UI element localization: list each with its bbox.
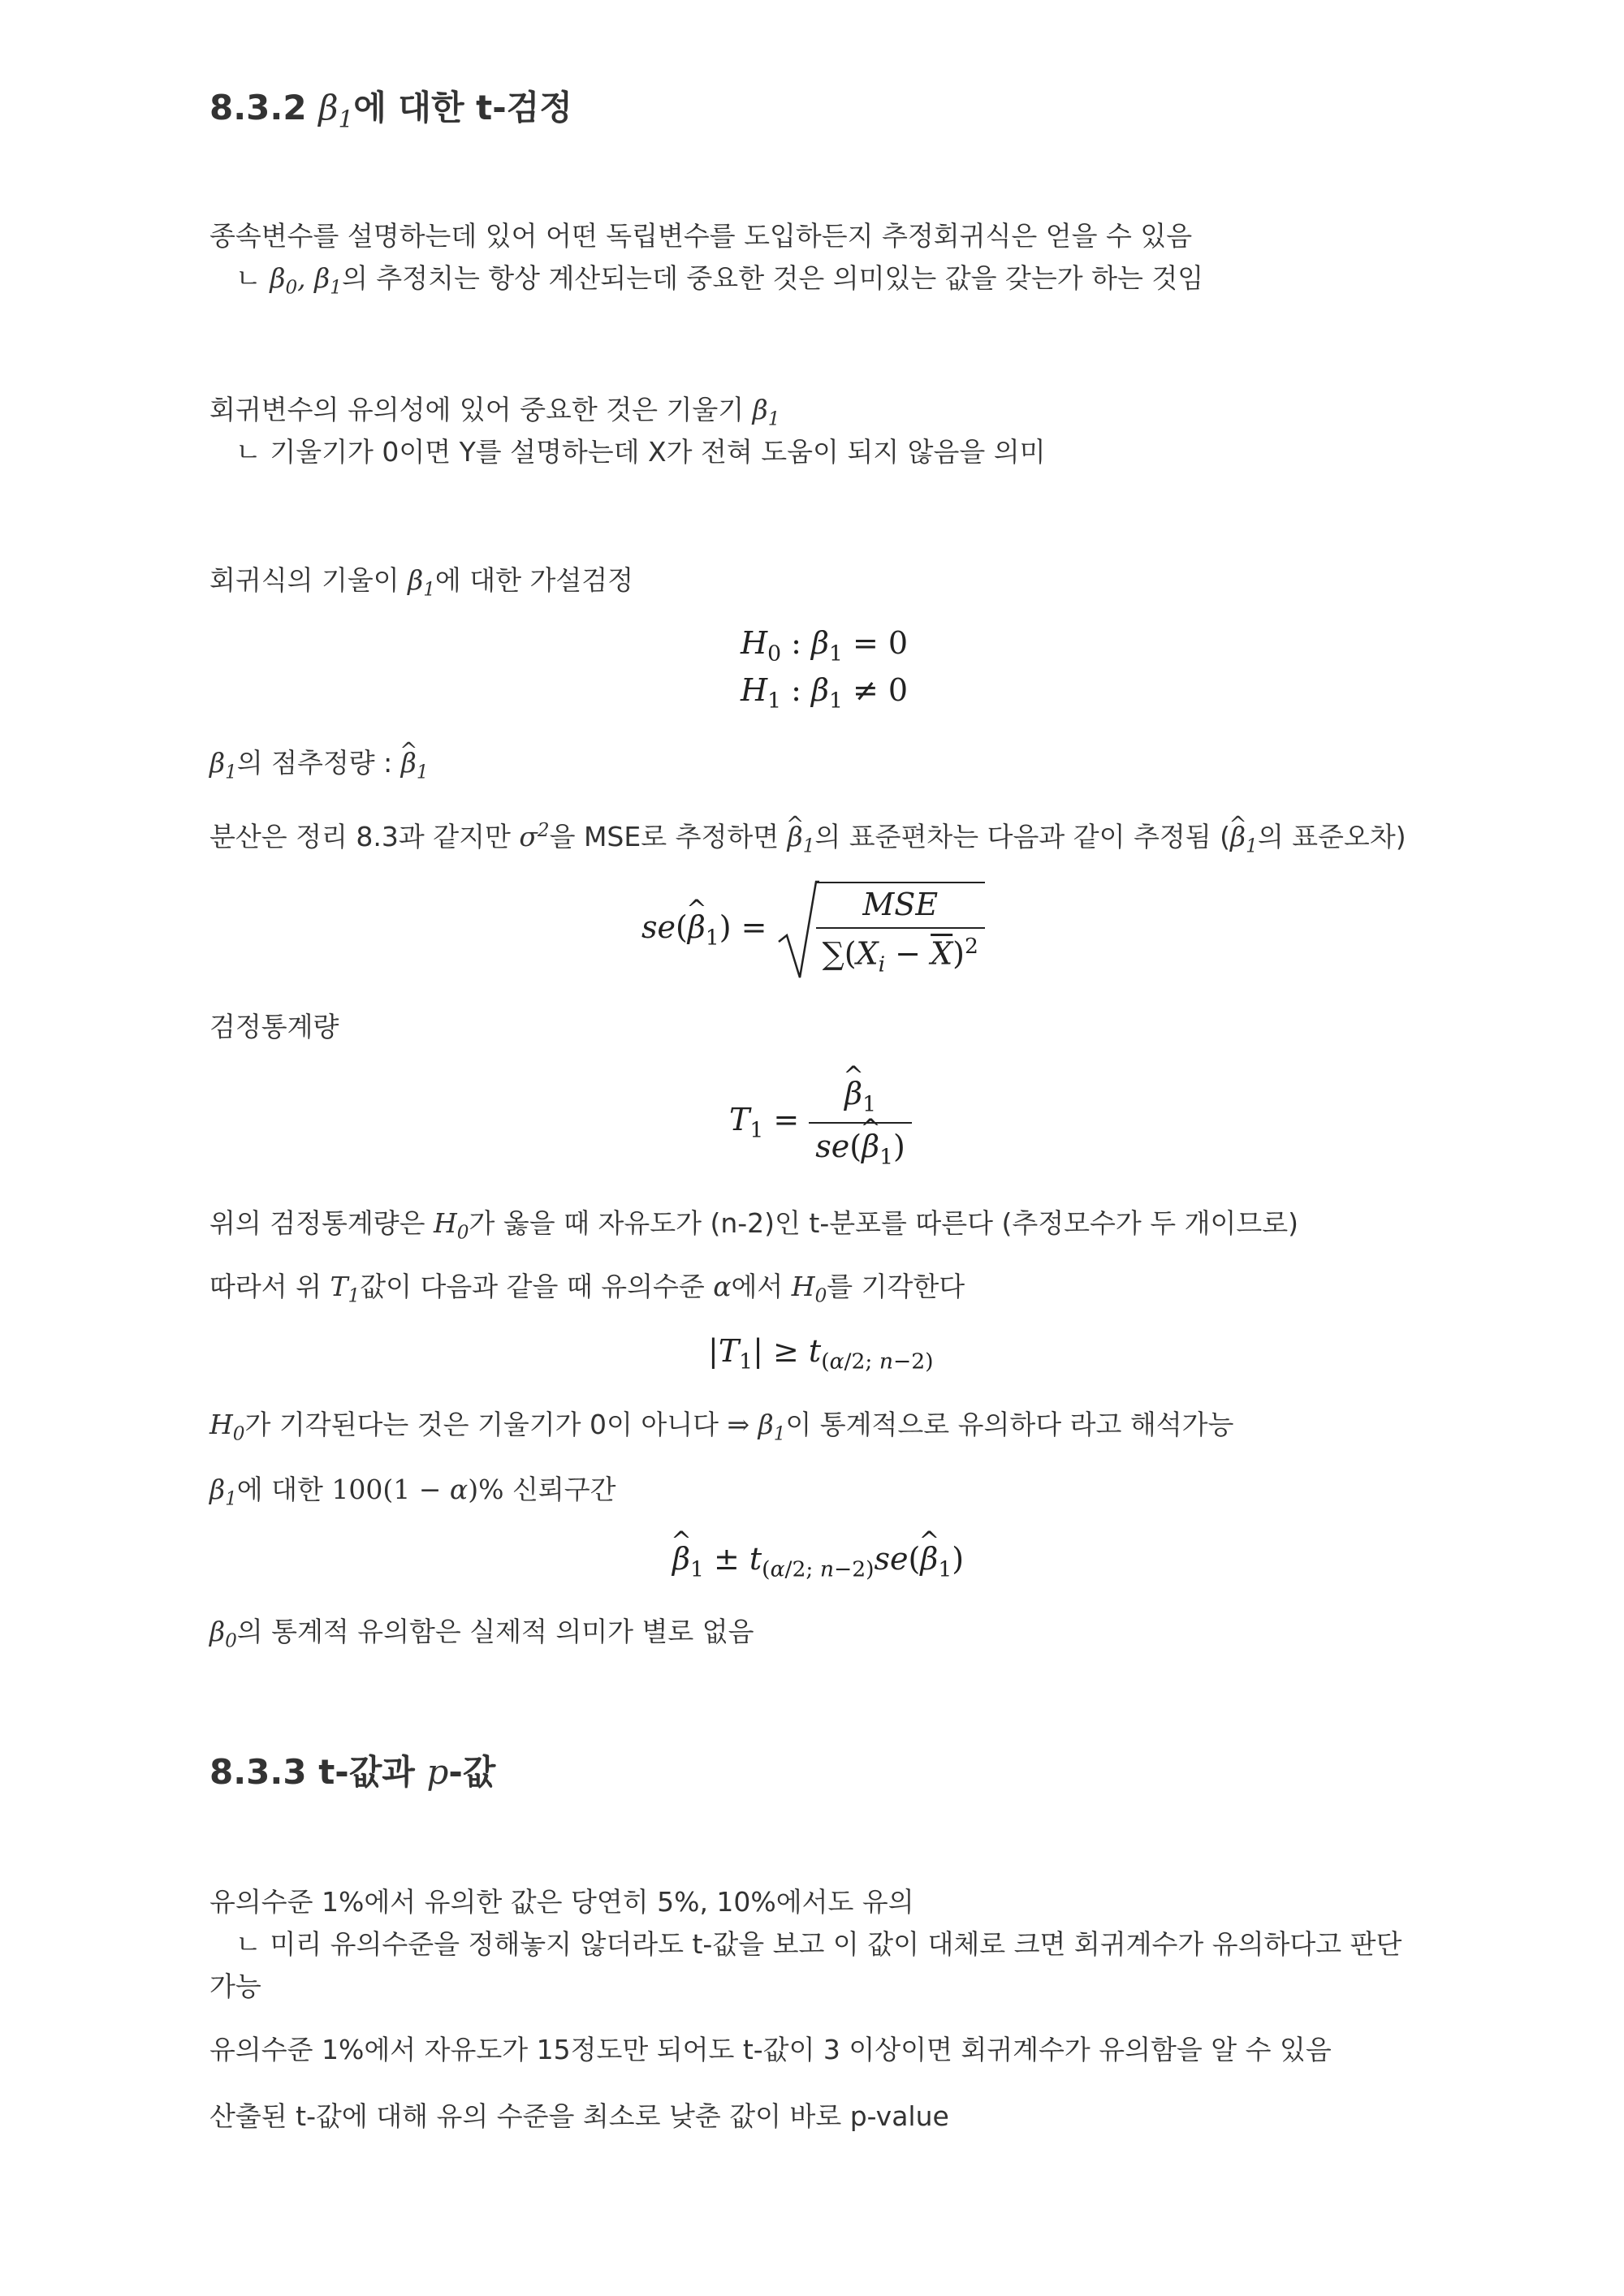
rejection-line: 따라서 위 $T_1$값이 다음과 같을 때 유의수준 α에서 $H_0$를 기각한다 bbox=[209, 1271, 965, 1307]
rejection-region-formula: $|T_1| \ge t_{(\alpha/2; n-2)}$ bbox=[708, 1333, 934, 1375]
null-hypothesis-equation: $H_0$ : $\beta_1 = 0$ bbox=[741, 625, 909, 667]
intro-line-1: 종속변수를 설명하는데 있어 어떤 독립변수를 도입하든지 추정회귀식은 얻을 수 있음 bbox=[209, 220, 1193, 252]
hypothesis-intro: 회귀식의 기울이 $\beta_1$에 대한 가설검정 bbox=[209, 564, 634, 601]
point-estimator-line: $\beta_1$의 점추정량 : ^ $\beta_1$ bbox=[209, 743, 429, 793]
beta1-symbol: $\beta_1$ bbox=[318, 88, 354, 133]
slope-line-2: ㄴ 기울기가 0이면 Y를 설명하는데 X가 전혀 도움이 되지 않음을 의미 bbox=[235, 436, 1046, 468]
beta1-symbol: $\beta_1$ bbox=[752, 394, 780, 430]
heading-number: 8.3.2 bbox=[209, 88, 307, 127]
confidence-interval-label: $\beta_1$에 대한 100(1 − α)% 신뢰구간 bbox=[209, 1474, 616, 1510]
distribution-line: 위의 검정통계량은 $H_0$가 옳을 때 자유도가 (n-2)인 t-분포를 따른다 (추정모수가 두 개이므로) bbox=[209, 1207, 1299, 1244]
variance-line: 분산은 정리 8.3과 같지만 $\sigma^2$을 MSE로 추정하면 ^ $\beta_1$의 표준편차는 다음과 같이 추정됨 (^ $\beta_1$의 표준오차) bbox=[209, 810, 1406, 867]
intro-line-2: ㄴ $\beta_0$, $\beta_1$의 추정치는 항상 계산되는데 중요한 것은 의미있는 값을 갖는가 하는 것임 bbox=[235, 262, 1204, 299]
tvalue-line-2: ㄴ 미리 유의수준을 정해놓지 않더라도 t-값을 보고 이 값이 대체로 크면 회귀계수가 유의하다고 판단 bbox=[235, 1928, 1402, 1960]
section-heading-8-3-2 bbox=[209, 81, 572, 132]
test-statistic-label: 검정통계량 bbox=[209, 1011, 339, 1042]
test-statistic-formula: $T_1$ = ^ $\frac{\beta_1}{se(\^{} \beta_1)}$ bbox=[729, 1076, 912, 1169]
beta0-beta1-symbol: $\beta_0$, $\beta_1$ bbox=[270, 262, 342, 299]
tvalue-line-5: 산출된 t-값에 대해 유의 수준을 최소로 낮춘 값이 바로 p-value bbox=[209, 2100, 949, 2132]
slope-line-1: 회귀변수의 유의성에 있어 중요한 것은 기울기 $\beta_1$ bbox=[209, 394, 780, 430]
sqrt-symbol bbox=[777, 877, 819, 982]
heading-text: 에 대한 t-검정 bbox=[353, 88, 572, 127]
tvalue-line-3: 가능 bbox=[209, 1970, 261, 2002]
tvalue-line-4: 유의수준 1%에서 자유도가 15정도만 되어도 t-값이 3 이상이면 회귀계수가 유의함을 알 수 있음 bbox=[209, 2034, 1332, 2065]
standard-error-formula: se(^ $\beta_1$) = $\frac{\text{MSE}}{\sum(X_i - \overline{X})^2}$ bbox=[641, 877, 985, 982]
confidence-interval-formula: ^ $\beta_1$ ± $t_{(\alpha/2; n-2)}se(\^{}$ $\beta_1$) bbox=[672, 1541, 964, 1582]
tvalue-line-1: 유의수준 1%에서 유의한 값은 당연히 5%, 10%에서도 유의 bbox=[209, 1886, 914, 1918]
section-heading-8-3-3: 8.3.3 t-값과 p-값 bbox=[209, 1752, 496, 1792]
interpretation-line: $H_0$가 기각된다는 것은 기울기가 0이 아니다 ⇒ $\beta_1$이 통계적으로 유의하다 라고 해석가능 bbox=[209, 1409, 1234, 1445]
beta0-note: $\beta_0$의 통계적 유의함은 실제적 의미가 별로 없음 bbox=[209, 1616, 754, 1652]
alternative-hypothesis-equation: $H_1$ : $\beta_1 \ne 0$ bbox=[741, 672, 909, 714]
